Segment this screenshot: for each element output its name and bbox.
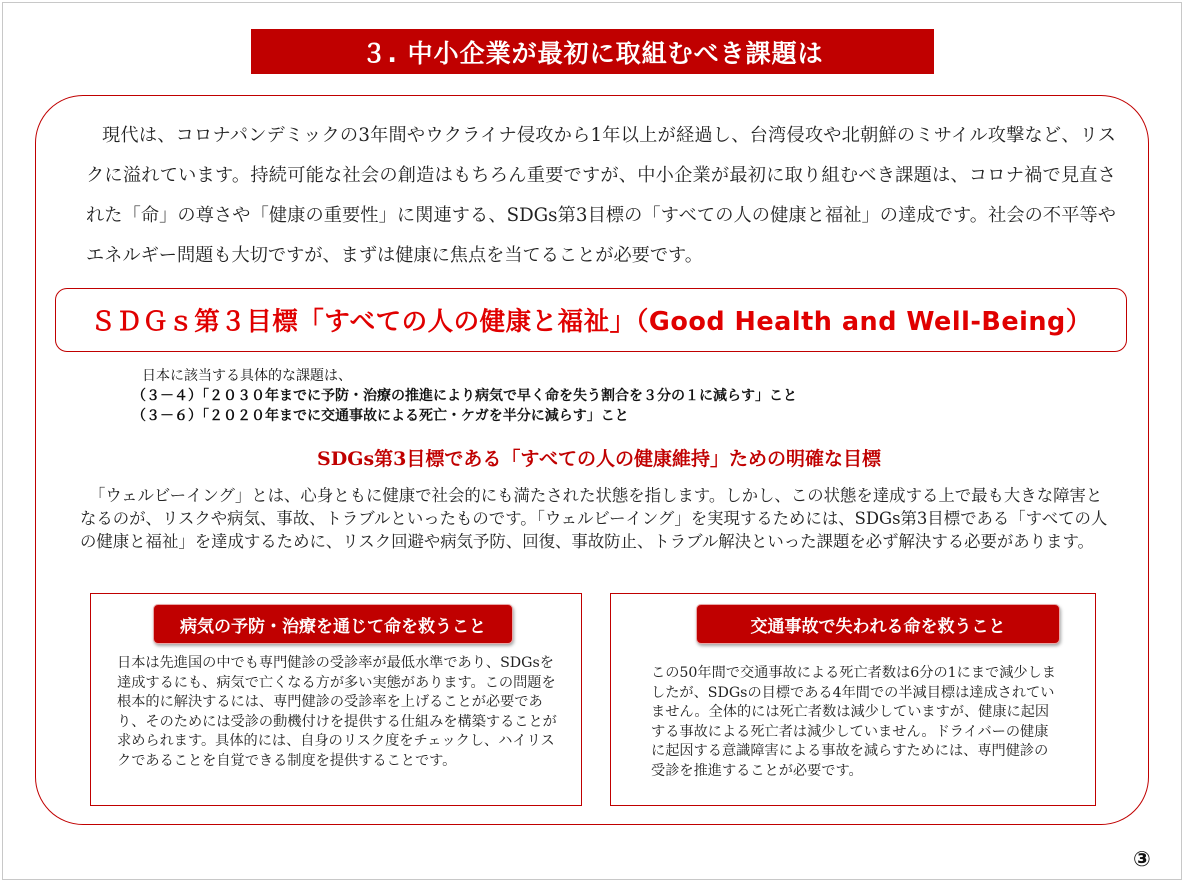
- section-subheading: SDGs第3目標である「すべての人の健康維持」ための明確な目標: [317, 448, 881, 470]
- intro-paragraph: 現代は、コロナパンデミックの3年間やウクライナ侵攻から1年以上が経過し、台湾侵攻や北朝鮮のミサイル攻撃など、リスクに溢れています。持続可能な社会の創造はもちろん重要ですが、中小企業が最初に取り組むべき課題は、コロナ禍で見直された「命」の尊さや「健康の重要性」に関連する、SDGs第3目標の「すべての人の健康と福祉」の達成です。社会の不平等やエネルギー問題も大切ですが、まずは健康に焦点を当てることが必要です。: [86, 125, 1116, 266]
- target-item: （３－４）「２０３０年までに予防・治療の推進により病気で早く命を失う割合を３分の１に減らす」こと: [132, 388, 797, 404]
- card-heading: 病気の予防・治療を通じて命を救うこと: [153, 604, 513, 644]
- page-title: ３. 中小企業が最初に取組むべき課題は: [251, 29, 934, 74]
- target-item: （３－６）「２０２０年までに交通事故による死亡・ケガを半分に減らす」こと: [132, 408, 629, 424]
- card-heading: 交通事故で失われる命を救うこと: [696, 604, 1060, 644]
- sdg-goal-box: [55, 288, 1127, 352]
- page-number: ③: [1133, 847, 1151, 871]
- wellbeing-paragraph: 「ウェルビーイング」とは、心身ともに健康で社会的にも満たされた状態を指します。しかし、この状態を達成する上で最も大きな障害となるのが、リスクや病気、事故、トラブルといったものです。「ウェルビーイング」を実現するためには、SDGs第3目標である「すべての人の健康と福祉」を達成するために、リスク回避や病気予防、回復、事故防止、トラブル解決といった課題を必ず解決する必要があります。: [80, 486, 1108, 551]
- sdg-goal-text: ＳＤＧｓ第３目標「すべての人の健康と福祉」（Good Health and Well-Being）: [90, 307, 1092, 337]
- targets-list: [132, 366, 797, 426]
- targets-lead: 日本に該当する具体的な課題は、: [142, 368, 352, 384]
- card-traffic-accidents: [610, 593, 1096, 806]
- card-body: 日本は先進国の中でも専門健診の受診率が最低水準であり、SDGsを達成するにも、病気で亡くなる方が多い実態があります。この問題を根本的に解決するには、専門健診の受診率を上げることが必要であり、そのためには受診の動機付けを提供する仕組みを構築することが求められます。具体的には、自身のリスク度をチェックし、ハイリスクであることを自覚できる制度を提供することです。: [117, 655, 557, 769]
- card-body: この50年間で交通事故による死亡者数は6分の1にまで減少しましたが、SDGsの目標である4年間での半減目標は達成されていません。全体的には死亡者数は減少していますが、健康に起因する事故による死亡者は減少していません。ドライバーの健康に起因する意識障害による事故を減らすためには、専門健診の受診を推進することが必要です。: [651, 665, 1056, 779]
- card-disease-prevention: [90, 593, 582, 806]
